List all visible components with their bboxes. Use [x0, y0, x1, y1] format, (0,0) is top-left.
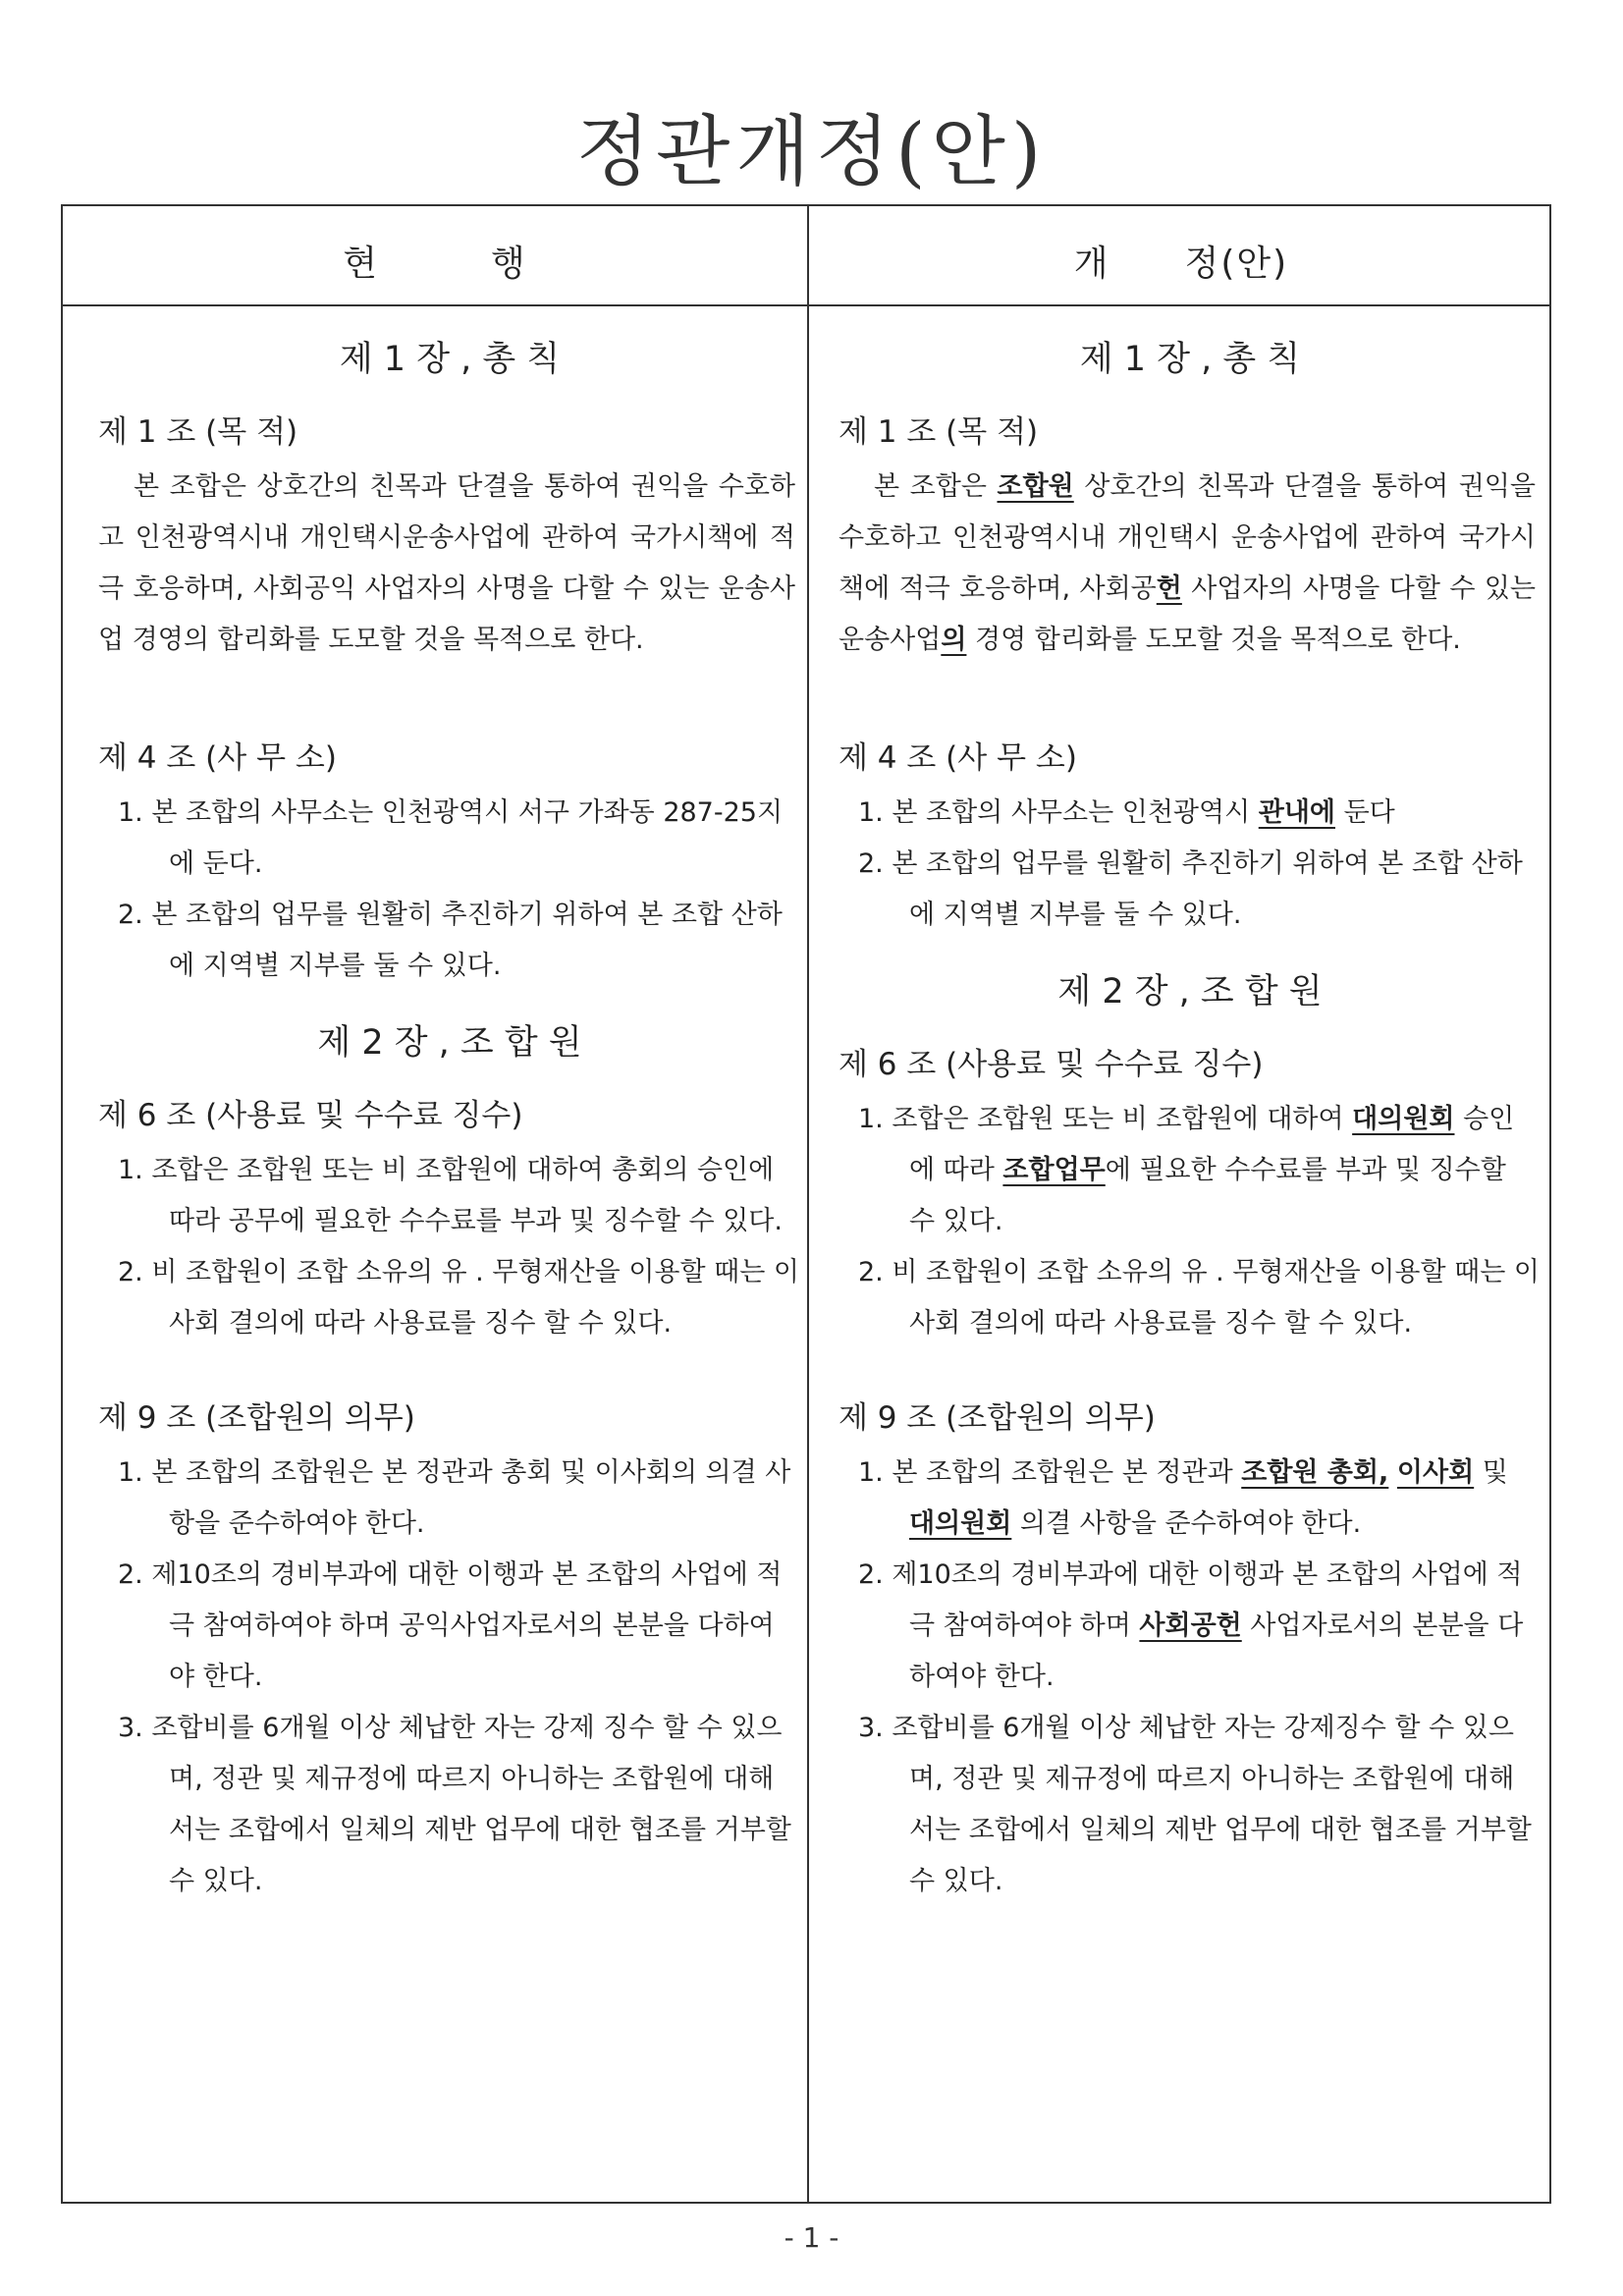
proposed-column: [827, 308, 1553, 1907]
proposed-article-6-item-2: 2. 비 조합원이 조합 소유의 유 . 무형재산을 이용할 때는 이사회 결의에 따라 사용료를 징수 할 수 있다.: [858, 1257, 1540, 1339]
header-current: 현 행: [343, 244, 527, 284]
current-article-9-item-3: 3. 조합비를 6개월 이상 체납한 자는 강제 징수 할 수 있으며, 정관 및 제규정에 따르지 아니하는 조합원에 대해서는 조합에서 일체의 제반 업무에 대한 협조를 거부할 수 있다.: [118, 1713, 791, 1896]
comparison-table: [61, 204, 1551, 2204]
proposed-article-9-item-2: [839, 1550, 1540, 1703]
current-column: [86, 308, 813, 1907]
proposed-article-1-body: [839, 462, 1536, 666]
current-article-6-item-1: 1. 조합은 조합원 또는 비 조합원에 대하여 총회의 승인에 따라 공무에 필요한 수수료를 부과 및 징수할 수 있다.: [118, 1155, 783, 1236]
current-article-1-title: 제 1 조 (목 적): [98, 414, 298, 450]
proposed-article-9-item-3: 3. 조합비를 6개월 이상 체납한 자는 강제징수 할 수 있으며, 정관 및 제규정에 따르지 아니하는 조합원에 대해서는 조합에서 일체의 제반 업무에 대한 협조를 거부할 수 있다.: [858, 1713, 1532, 1896]
current-article-4-item-2: 2. 본 조합의 업무를 원활히 추진하기 위하여 본 조합 산하에 지역별 지부를 둘 수 있다.: [118, 900, 783, 981]
text-segment: 사업자의 사명을 다할 수 있는 운송사업: [839, 574, 1536, 655]
text-segment: 2. 제10조의 경비부과에 대한 이행과 본 조합의 사업에 적극 참여하여야 하며: [858, 1559, 1523, 1641]
text-segment: 1. 본 조합의 조합원은 본 정관과: [858, 1457, 1242, 1488]
text-segment: 상호간의 친목과 단결을 통하여 권익을 수호하고 인천광역시내 개인택시 운송사업에 관하여 국가시책에 적극 호응하며, 사회공: [839, 471, 1536, 604]
current-article-9-item-1: 1. 본 조합의 조합원은 본 정관과 총회 및 이사회의 의결 사항을 준수하여야 한다.: [118, 1457, 791, 1539]
document-title: 정관개정(안): [575, 108, 1048, 196]
current-article-9-title: 제 9 조 (조합원의 의무): [98, 1400, 415, 1436]
current-article-1-body: 본 조합은 상호간의 친목과 단결을 통하여 권익을 수호하고 인천광역시내 개인택시운송사업에 관하여 국가시책에 적극 호응하며, 사회공익 사업자의 사명을 다할 수 있는 운송사업 경영의 합리화를 도모할 것을 목적으로 한다.: [98, 471, 795, 655]
text-segment: 에 필요한 수수료를 부과 및 징수할 수 있다.: [909, 1155, 1506, 1236]
proposed-chapter-1: 제 1 장 , 총 칙: [1079, 340, 1301, 379]
proposed-article-4-title: 제 4 조 (사 무 소): [839, 740, 1077, 776]
amended-text: 조합원: [997, 471, 1074, 502]
page-number: - 1 -: [784, 2221, 839, 2254]
text-segment: 승인에 따라: [909, 1104, 1515, 1185]
amended-text: 사회공헌: [1139, 1611, 1242, 1641]
amended-text: 조합업무: [1002, 1155, 1106, 1185]
amended-text: 대의원회: [909, 1508, 1012, 1539]
amended-text: 조합원 총회,: [1241, 1457, 1389, 1488]
amended-text: 의: [941, 625, 967, 655]
text-segment: 둔다: [1335, 797, 1395, 828]
proposed-article-6-title: 제 6 조 (사용료 및 수수료 징수): [839, 1047, 1264, 1082]
text-segment: [1388, 1457, 1397, 1488]
current-chapter-2: 제 2 장 , 조 합 원: [317, 1023, 582, 1063]
proposed-article-1-title: 제 1 조 (목 적): [839, 414, 1039, 450]
amended-text: 헌: [1156, 574, 1182, 604]
current-article-6-title: 제 6 조 (사용료 및 수수료 징수): [98, 1098, 523, 1133]
current-article-4-item-1: 1. 본 조합의 사무소는 인천광역시 서구 가좌동 287-25지에 둔다.: [118, 797, 784, 879]
header-proposed: 개 정(안): [1073, 244, 1289, 284]
header-divider: [63, 304, 1549, 306]
text-segment: 의결 사항을 준수하여야 한다.: [1011, 1508, 1362, 1539]
amended-text: 이사회: [1396, 1457, 1475, 1488]
proposed-article-4-item-2: 2. 본 조합의 업무를 원활히 추진하기 위하여 본 조합 산하에 지역별 지부를 둘 수 있다.: [858, 848, 1523, 930]
current-article-9-item-2: 2. 제10조의 경비부과에 대한 이행과 본 조합의 사업에 적극 참여하여야 하며 공익사업자로서의 본분을 다하여야 한다.: [118, 1559, 783, 1692]
text-segment: 1. 본 조합의 사무소는 인천광역시: [858, 797, 1259, 828]
amended-text: 대의원회: [1352, 1104, 1455, 1134]
current-chapter-1: 제 1 장 , 총 칙: [339, 340, 561, 379]
proposed-article-9-item-1: [839, 1448, 1540, 1550]
proposed-article-9-title: 제 9 조 (조합원의 의무): [839, 1400, 1156, 1436]
text-segment: 및: [1474, 1457, 1508, 1488]
text-segment: 1. 조합은 조합원 또는 비 조합원에 대하여: [858, 1104, 1353, 1134]
text-segment: 본 조합은: [874, 471, 998, 502]
text-segment: 경영 합리화를 도모할 것을 목적으로 한다.: [966, 625, 1461, 655]
proposed-article-4-item-1: [839, 788, 1540, 839]
current-article-4-title: 제 4 조 (사 무 소): [98, 740, 337, 776]
current-article-6-item-2: 2. 비 조합원이 조합 소유의 유 . 무형재산을 이용할 때는 이사회 결의에 따라 사용료를 징수 할 수 있다.: [118, 1257, 799, 1339]
proposed-article-6-item-1: [839, 1094, 1540, 1247]
proposed-chapter-2: 제 2 장 , 조 합 원: [1057, 972, 1323, 1011]
text-segment: 사업자로서의 본분을 다하여야 한다.: [909, 1611, 1524, 1692]
amended-text: 관내에: [1258, 797, 1335, 828]
